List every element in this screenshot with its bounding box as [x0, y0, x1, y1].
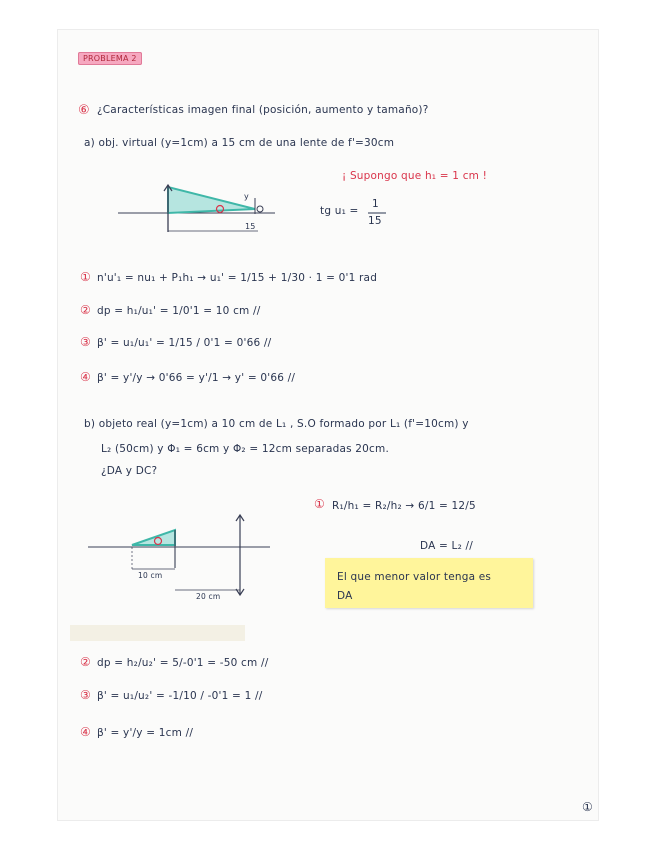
part-b-statement-1: b) objeto real (y=1cm) a 10 cm de L₁ , S.O formado por L₁ (f'=10cm) y [84, 418, 469, 430]
step-a1-marker: ① [80, 270, 91, 284]
step-a3: β' = u₁/u₁' = 1/15 / 0'1 = 0'66 // [97, 337, 272, 349]
assumption-note: ¡ Supongo que h₁ = 1 cm ! [342, 170, 488, 182]
step-b2-marker: ② [80, 655, 91, 669]
step-b3: β' = u₁/u₂' = -1/10 / -0'1 = 1 // [97, 690, 263, 702]
object-height-label: y [244, 192, 249, 201]
step-a4: β' = y'/y → 0'66 = y'/1 → y' = 0'66 // [97, 372, 296, 384]
part-b-statement-3: ¿DA y DC? [101, 465, 158, 477]
dim-10-label: 10 cm [138, 571, 163, 580]
ratio-equation: R₁/h₁ = R₂/h₂ → 6/1 = 12/5 [332, 500, 476, 512]
step-a2-marker: ② [80, 303, 91, 317]
step-a1: n'u'₁ = nu₁ + P₁h₁ → u₁' = 1/15 + 1/30 · 1 = 0'1 rad [97, 272, 378, 284]
part-b-statement-2: L₂ (50cm) y Φ₁ = 6cm y Φ₂ = 12cm separadas 20cm. [101, 443, 389, 455]
question-title: ¿Características imagen final (posición, aumento y tamaño)? [97, 104, 429, 116]
step-b3-marker: ③ [80, 688, 91, 702]
step-b4-marker: ④ [80, 725, 91, 739]
dimension-label: 15 [245, 222, 256, 231]
step-a4-marker: ④ [80, 370, 91, 384]
sticky-note-line-1: El que menor valor tenga es [337, 571, 492, 583]
tan-numerator: 1 [372, 198, 379, 210]
result-da: DA = L₂ // [420, 540, 474, 552]
question-marker: ⑥ [78, 103, 90, 118]
part-a-statement: a) obj. virtual (y=1cm) a 15 cm de una lente de f'=30cm [84, 137, 395, 149]
sticky-note-line-2: DA [337, 590, 353, 602]
ray-cone-b [132, 530, 175, 545]
tan-label: tg u₁ = [320, 205, 359, 217]
faded-mark [70, 625, 245, 641]
tan-denominator: 15 [368, 215, 382, 227]
step-b4: β' = y'/y = 1cm // [97, 727, 194, 739]
ratio-marker: ① [314, 497, 325, 511]
sticky-note [325, 558, 533, 608]
page-number: ① [582, 800, 593, 814]
step-a2: dp = h₁/u₁' = 1/0'1 = 10 cm // [97, 305, 261, 317]
problem-badge: PROBLEMA 2 [78, 52, 142, 64]
dim-20-label: 20 cm [196, 592, 221, 601]
step-b2: dp = h₂/u₂' = 5/-0'1 = -50 cm // [97, 657, 269, 669]
step-a3-marker: ③ [80, 335, 91, 349]
